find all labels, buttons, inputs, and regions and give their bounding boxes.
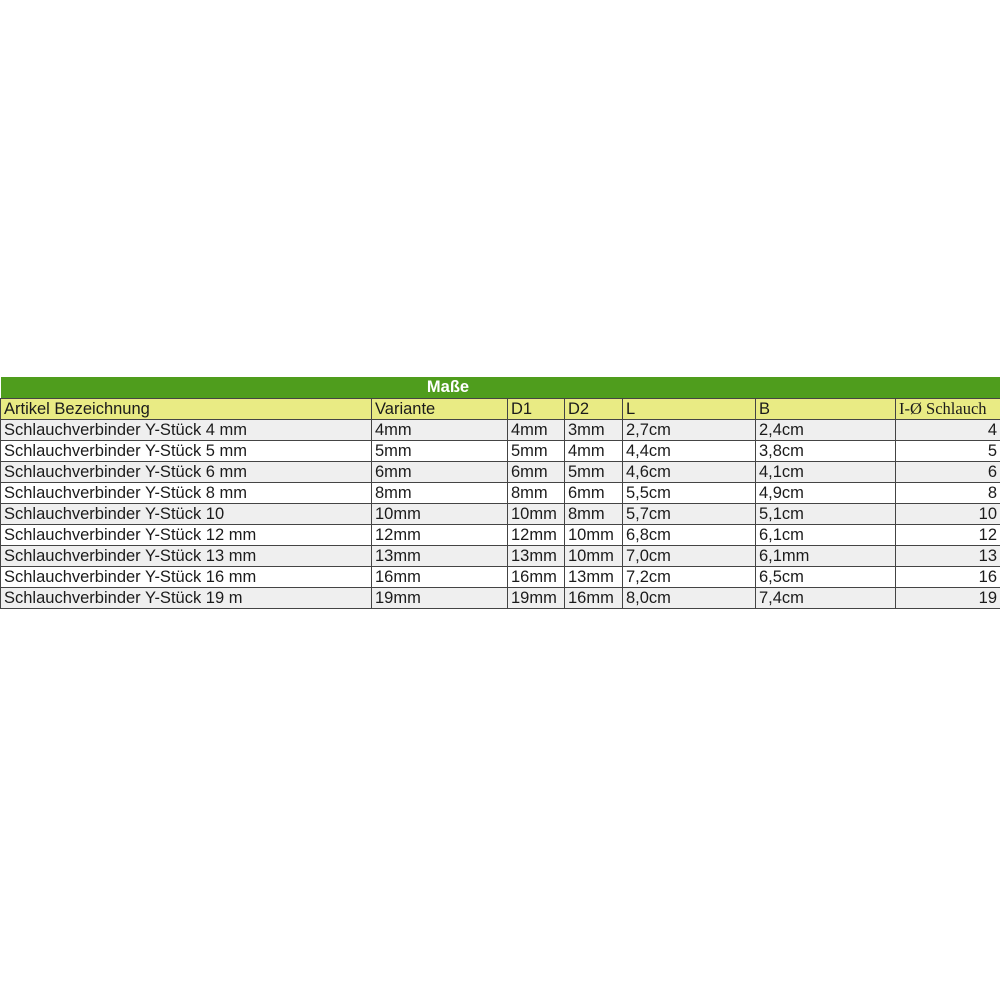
table-cell: 6,5cm — [756, 567, 896, 588]
table-cell: 16mm — [508, 567, 565, 588]
table-cell: 6mm — [565, 483, 623, 504]
table-row — [1, 567, 1000, 588]
table-body — [1, 420, 1000, 609]
table-cell: 4mm — [372, 420, 508, 441]
table-cell: 4,1cm — [756, 462, 896, 483]
table-cell: 6,1cm — [756, 525, 896, 546]
table-cell: 16mm — [372, 567, 508, 588]
col-header-variante: Variante — [372, 399, 508, 420]
table-cell: 4 — [896, 420, 1000, 441]
table-cell: 5,1cm — [756, 504, 896, 525]
table-cell: 4mm — [565, 441, 623, 462]
table-cell: 6 — [896, 462, 1000, 483]
col-header-d1: D1 — [508, 399, 565, 420]
table-cell: 8mm — [372, 483, 508, 504]
table-cell: 10mm — [565, 546, 623, 567]
table-title: Maße — [1, 377, 896, 399]
table-row — [1, 504, 1000, 525]
table-cell: Schlauchverbinder Y-Stück 8 mm — [1, 483, 372, 504]
table-cell: 4,9cm — [756, 483, 896, 504]
table-cell: 2,7cm — [623, 420, 756, 441]
table-cell: 5,5cm — [623, 483, 756, 504]
table-cell: 8mm — [508, 483, 565, 504]
table-cell: 7,4cm — [756, 588, 896, 609]
table-cell: 10mm — [565, 525, 623, 546]
table-cell: 10mm — [508, 504, 565, 525]
table-cell: 4,4cm — [623, 441, 756, 462]
table-cell: 6mm — [372, 462, 508, 483]
col-header-l: L — [623, 399, 756, 420]
table-cell: 13 — [896, 546, 1000, 567]
table-cell: 8mm — [565, 504, 623, 525]
table-cell: Schlauchverbinder Y-Stück 16 mm — [1, 567, 372, 588]
table-row — [1, 483, 1000, 504]
table-row — [1, 546, 1000, 567]
table-cell: 5mm — [508, 441, 565, 462]
table-cell: 19 — [896, 588, 1000, 609]
table-title-spacer — [896, 377, 1000, 399]
table-cell: 3mm — [565, 420, 623, 441]
table-cell: 5,7cm — [623, 504, 756, 525]
table-cell: 3,8cm — [756, 441, 896, 462]
table-cell: 10 — [896, 504, 1000, 525]
table-cell: 16 — [896, 567, 1000, 588]
col-header-i-o-schlauch: I-Ø Schlauch — [896, 399, 1000, 420]
table-cell: 19mm — [372, 588, 508, 609]
table-cell: Schlauchverbinder Y-Stück 6 mm — [1, 462, 372, 483]
table-cell: 16mm — [565, 588, 623, 609]
table-cell: 6,1mm — [756, 546, 896, 567]
col-header-artikel-bezeichnung: Artikel Bezeichnung — [1, 399, 372, 420]
table-cell: 7,2cm — [623, 567, 756, 588]
table-cell: 13mm — [372, 546, 508, 567]
table-cell: 13mm — [565, 567, 623, 588]
table-cell: 6mm — [508, 462, 565, 483]
table-row — [1, 525, 1000, 546]
table-cell: 8 — [896, 483, 1000, 504]
table-cell: 4mm — [508, 420, 565, 441]
table-cell: 5 — [896, 441, 1000, 462]
table-cell: 5mm — [565, 462, 623, 483]
table-header-row — [1, 399, 1000, 420]
table-cell: Schlauchverbinder Y-Stück 19 m — [1, 588, 372, 609]
table-row — [1, 441, 1000, 462]
table-cell: 2,4cm — [756, 420, 896, 441]
table-cell: 13mm — [508, 546, 565, 567]
table-title-row — [1, 377, 1000, 399]
table-row — [1, 462, 1000, 483]
table-cell: 4,6cm — [623, 462, 756, 483]
table-cell: Schlauchverbinder Y-Stück 4 mm — [1, 420, 372, 441]
table-cell: 8,0cm — [623, 588, 756, 609]
table-cell: 6,8cm — [623, 525, 756, 546]
col-header-d2: D2 — [565, 399, 623, 420]
table-cell: 19mm — [508, 588, 565, 609]
table-row — [1, 588, 1000, 609]
col-header-b: B — [756, 399, 896, 420]
table-cell: 7,0cm — [623, 546, 756, 567]
table-cell: 5mm — [372, 441, 508, 462]
measurements-table — [0, 377, 1000, 609]
table-cell: 12mm — [508, 525, 565, 546]
table-cell: 12mm — [372, 525, 508, 546]
table-cell: 12 — [896, 525, 1000, 546]
table-cell: Schlauchverbinder Y-Stück 5 mm — [1, 441, 372, 462]
table-cell: Schlauchverbinder Y-Stück 12 mm — [1, 525, 372, 546]
table-cell: 10mm — [372, 504, 508, 525]
table-row — [1, 420, 1000, 441]
table-cell: Schlauchverbinder Y-Stück 10 — [1, 504, 372, 525]
table-cell: Schlauchverbinder Y-Stück 13 mm — [1, 546, 372, 567]
measurements-table-wrapper — [0, 377, 1000, 627]
